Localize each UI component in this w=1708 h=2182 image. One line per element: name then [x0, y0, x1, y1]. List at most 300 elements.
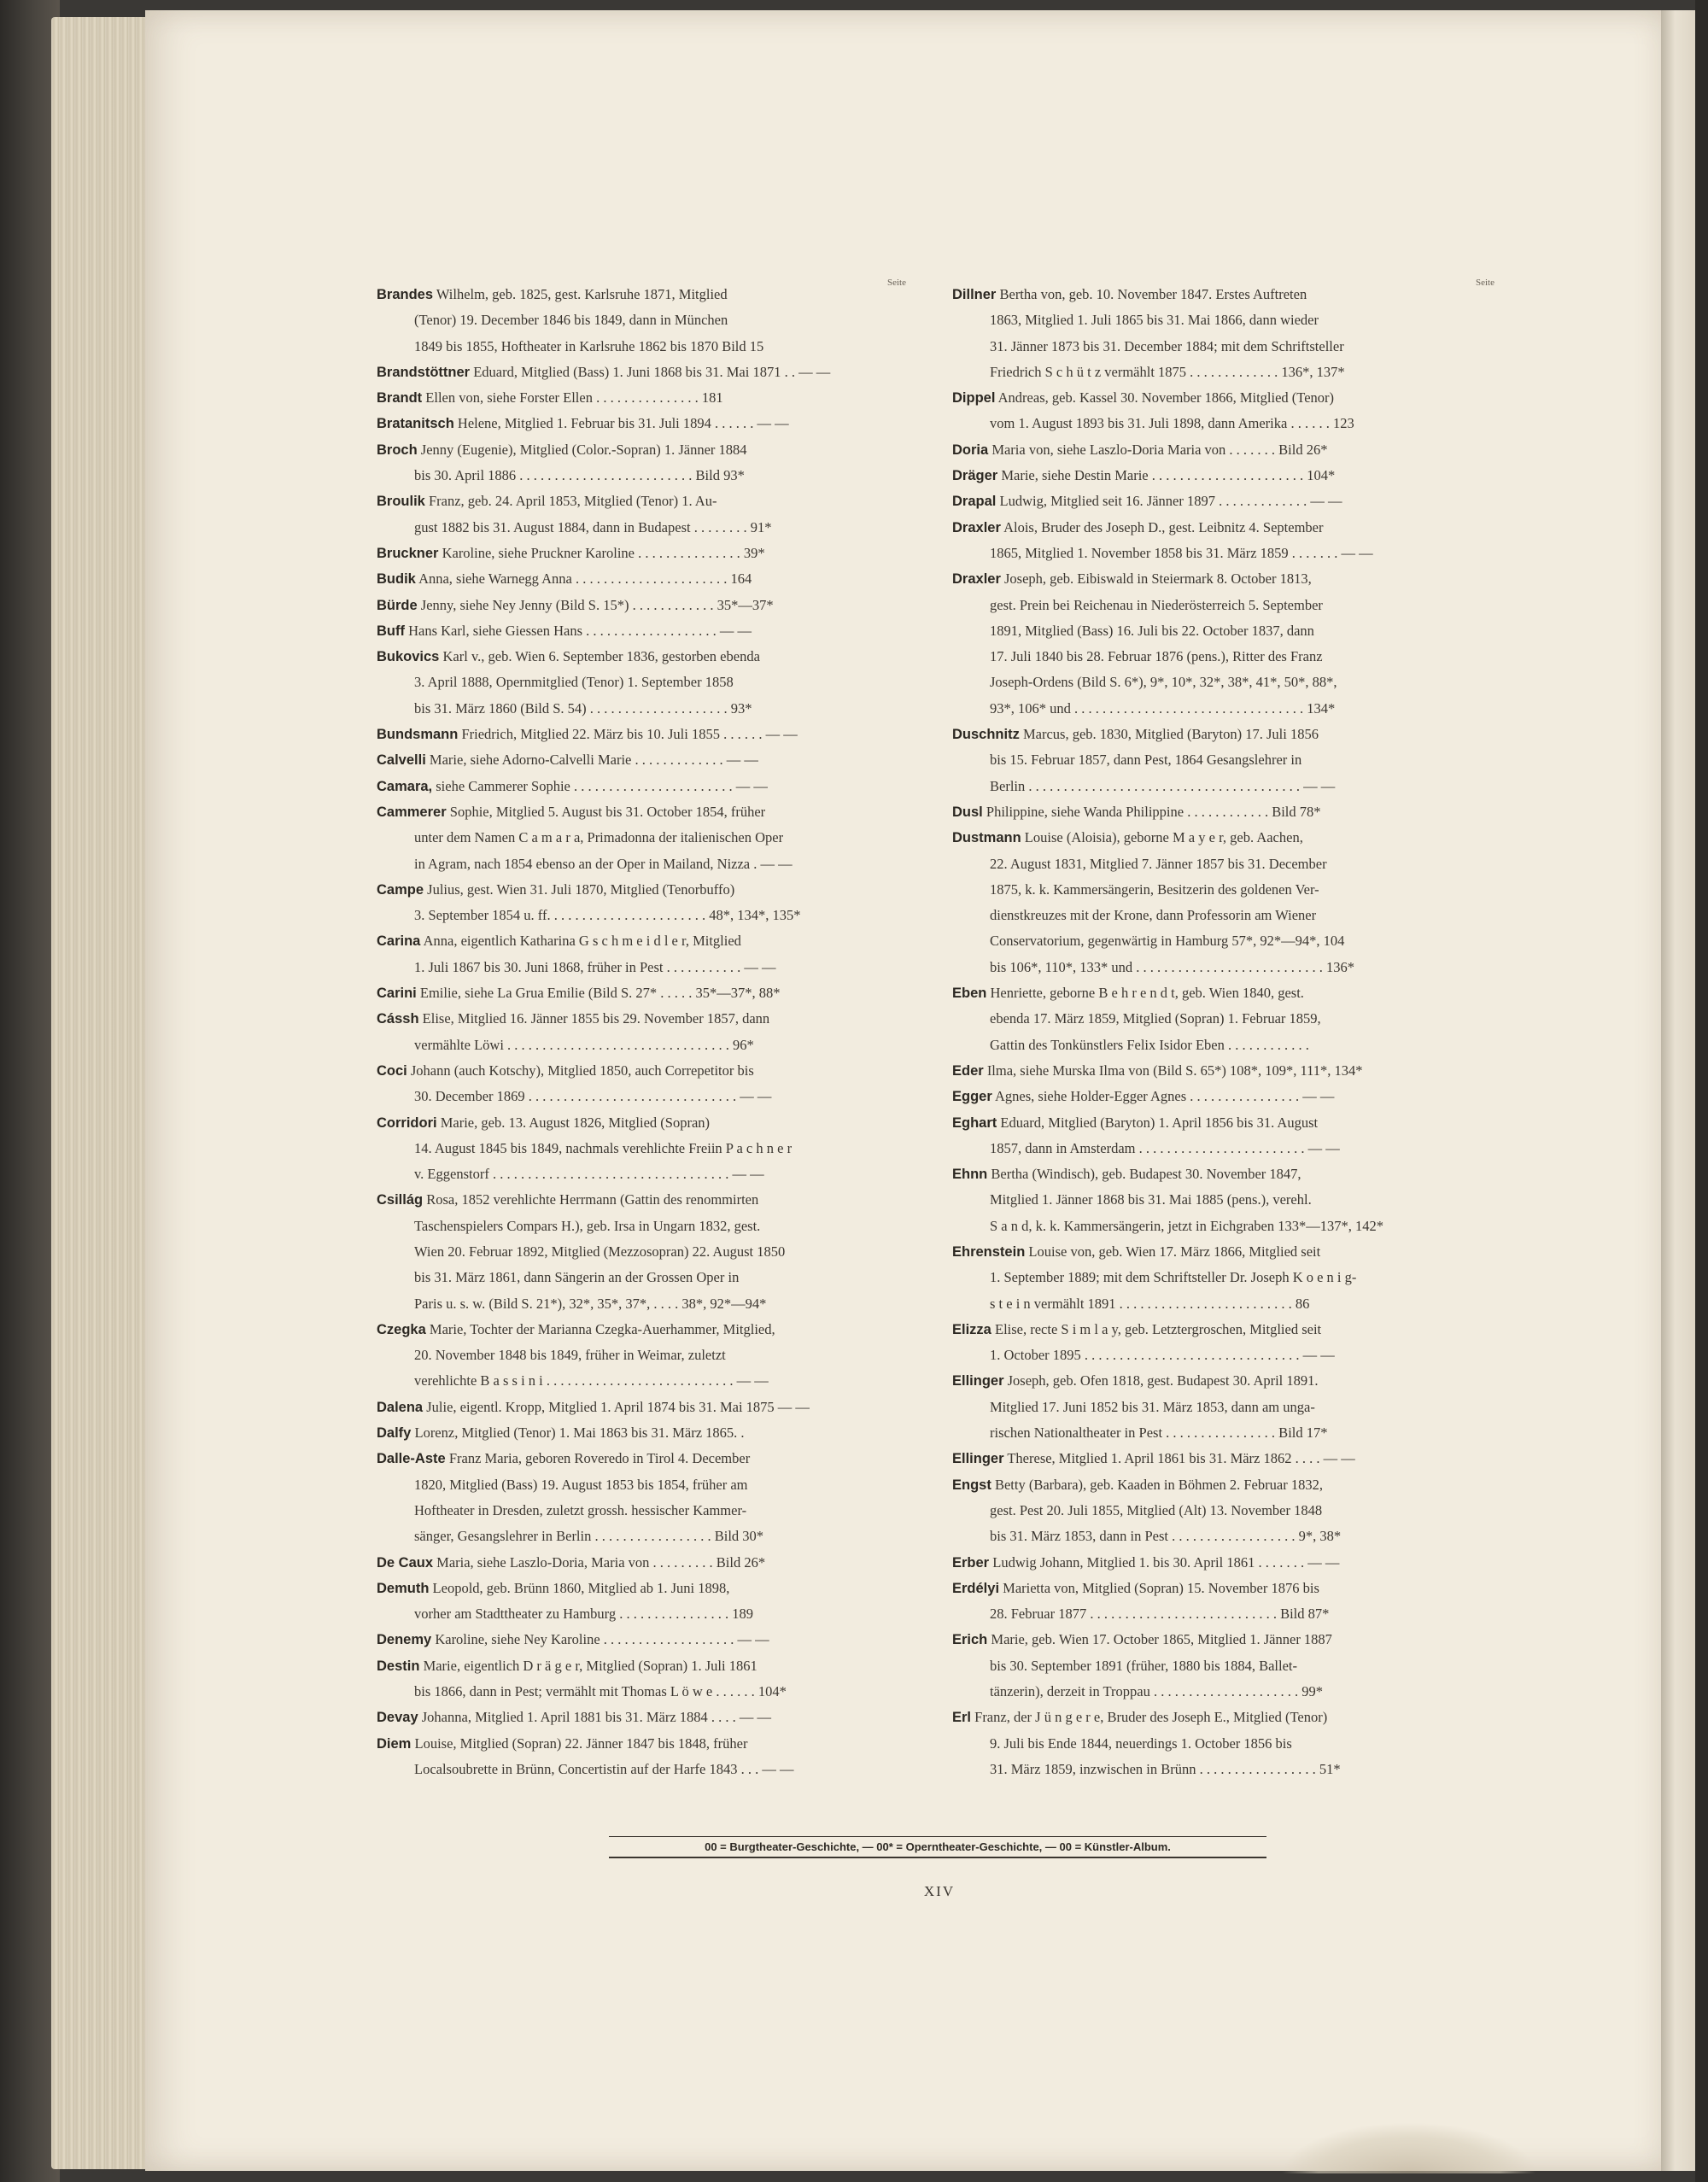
- entry-line: [952, 1498, 1494, 1524]
- entry-text: Joseph-Ordens (Bild S. 6*), 9*, 10*, 32*, 38*, 41*, 50*, 88*,: [990, 674, 1337, 691]
- entry-line: [377, 515, 906, 541]
- entry-headword: Cammerer: [377, 804, 447, 820]
- entry-headword: Egger: [952, 1089, 992, 1105]
- entry-line: [377, 1110, 906, 1136]
- entry-headword: Dalle-Aste: [377, 1451, 446, 1467]
- entry-text: Johanna, Mitglied 1. April 1881 bis 31. März 1884 . . . . — —: [421, 1709, 772, 1726]
- entry-text: Louise von, geb. Wien 17. März 1866, Mitglied seit: [1028, 1243, 1321, 1260]
- entry-line: [952, 877, 1494, 903]
- entry-text: Helene, Mitglied 1. Februar bis 31. Juli 1894 . . . . . . — —: [457, 415, 789, 432]
- index-entry: [952, 1550, 1494, 1576]
- entry-line: [952, 1317, 1494, 1343]
- entry-headword: Calvelli: [377, 752, 426, 769]
- entry-headword: De Caux: [377, 1554, 434, 1571]
- entry-line: [952, 1265, 1494, 1290]
- entry-line: [377, 463, 906, 488]
- entry-text: 3. September 1854 u. ff. . . . . . . . . . . . . . . . . . . . . . . 48*, 134*, 135*: [414, 907, 801, 924]
- page-number: XIV: [923, 1883, 956, 1899]
- index-entry: [377, 980, 906, 1006]
- entry-headword: Bürde: [377, 597, 418, 613]
- entry-line: [952, 1239, 1494, 1265]
- index-entry: [377, 799, 906, 877]
- entry-line: [377, 1317, 906, 1343]
- entry-headword: Eben: [952, 986, 987, 1002]
- entry-line: [377, 618, 906, 644]
- index-entry: [377, 1058, 906, 1110]
- entry-text: Philippine, siehe Wanda Philippine . . . . . . . . . . . . Bild 78*: [986, 803, 1321, 820]
- entry-text: Joseph, geb. Eibiswald in Steiermark 8. October 1813,: [1004, 570, 1312, 588]
- entry-line: [952, 437, 1494, 463]
- entry-line: [377, 1239, 906, 1265]
- index-entry: [377, 1576, 906, 1628]
- entry-line: [377, 1006, 906, 1032]
- entry-text: Ludwig Johann, Mitglied 1. bis 30. April 1861 . . . . . . . — —: [992, 1553, 1340, 1571]
- entry-line: [952, 825, 1494, 851]
- entry-text: sänger, Gesangslehrer in Berlin . . . . . . . . . . . . . . . . . Bild 30*: [414, 1528, 764, 1545]
- entry-line: [952, 618, 1494, 644]
- entry-text: Leopold, geb. Brünn 1860, Mitglied ab 1. Juni 1898,: [432, 1579, 730, 1596]
- entry-line: [377, 1550, 906, 1576]
- entry-headword: Camara,: [377, 778, 433, 794]
- entry-text: Bertha von, geb. 10. November 1847. Erstes Auftreten: [999, 286, 1307, 302]
- entry-line: [377, 980, 906, 1006]
- entry-text: Louise, Mitglied (Sopran) 22. Jänner 1847 bis 1848, früher: [414, 1734, 748, 1752]
- entry-text: Lorenz, Mitglied (Tenor) 1. Mai 1863 bis 31. März 1865. .: [414, 1424, 745, 1442]
- index-entry: [952, 980, 1494, 1058]
- entry-line: [952, 1550, 1494, 1576]
- entry-headword: Budik: [377, 571, 416, 588]
- index-entry: [377, 593, 906, 618]
- entry-line: [377, 799, 906, 825]
- page-stack-edge: [51, 17, 154, 2169]
- entry-headword: Dusl: [952, 804, 983, 820]
- index-entry: [377, 747, 906, 773]
- entry-line: [377, 1653, 906, 1679]
- entry-headword: Eghart: [952, 1114, 997, 1131]
- index-entry: [952, 1368, 1494, 1446]
- entry-text: bis 31. März 1861, dann Sängerin an der Grossen Oper in: [414, 1269, 740, 1286]
- entry-line: [952, 1627, 1494, 1653]
- entry-text: 1. October 1895 . . . . . . . . . . . . . . . . . . . . . . . . . . . . . . . — —: [990, 1347, 1335, 1364]
- entry-headword: Carini: [377, 986, 417, 1002]
- entry-text: Hoftheater in Dresden, zuletzt grossh. hessischer Kammer-: [414, 1501, 747, 1518]
- entry-line: [952, 903, 1494, 928]
- entry-headword: Engst: [952, 1477, 991, 1493]
- entry-text: Ellen von, siehe Forster Ellen . . . . . . . . . . . . . . . 181: [425, 389, 723, 407]
- entry-line: [952, 488, 1494, 514]
- entry-text: Jenny (Eugenie), Mitglied (Color.-Sopran) 1. Jänner 1884: [420, 441, 747, 458]
- entry-text: Joseph, geb. Ofen 1818, gest. Budapest 30. April 1891.: [1007, 1372, 1319, 1389]
- entry-headword: Erdélyi: [952, 1580, 1000, 1596]
- entry-line: [377, 955, 906, 980]
- entry-line: [952, 928, 1494, 954]
- entry-text: Marie, Tochter der Marianna Czegka-Auerhammer, Mitglied,: [429, 1320, 775, 1337]
- entry-line: [377, 1679, 906, 1705]
- entry-text: vermählte Löwi . . . . . . . . . . . . . . . . . . . . . . . . . . . . . . . . 96*: [414, 1036, 754, 1053]
- right-background: [1695, 0, 1708, 2182]
- index-entry: [377, 618, 906, 644]
- index-entry: [952, 1627, 1494, 1705]
- entry-line: [377, 411, 906, 436]
- entry-text: Hans Karl, siehe Giessen Hans . . . . . . . . . . . . . . . . . . . — —: [408, 622, 752, 639]
- entry-headword: Ehrenstein: [952, 1243, 1026, 1260]
- entry-headword: Brandt: [377, 390, 423, 407]
- entry-text: 31. März 1859, inzwischen in Brünn . . . . . . . . . . . . . . . . . 51*: [990, 1760, 1341, 1777]
- entry-headword: Draxler: [952, 571, 1001, 588]
- entry-line: [952, 1291, 1494, 1317]
- entry-headword: Csillág: [377, 1192, 424, 1208]
- entry-text: s t e i n vermählt 1891 . . . . . . . . . . . . . . . . . . . . . . . . . 86: [990, 1295, 1310, 1312]
- index-entry: [952, 825, 1494, 980]
- entry-text: 31. Jänner 1873 bis 31. December 1884; mit dem Schriftsteller: [990, 337, 1344, 354]
- entry-line: [377, 1705, 906, 1730]
- entry-line: [377, 307, 906, 333]
- entry-line: [952, 307, 1494, 333]
- index-entry: [952, 385, 1494, 437]
- entry-line: [952, 1446, 1494, 1471]
- entry-text: vom 1. August 1893 bis 31. Juli 1898, dann Amerika . . . . . . 123: [990, 415, 1354, 432]
- entry-text: Elise, recte S i m l a y, geb. Letztergroschen, Mitglied seit: [994, 1320, 1322, 1337]
- index-entry: [952, 1161, 1494, 1239]
- entry-line: [952, 1472, 1494, 1498]
- entry-headword: Coci: [377, 1062, 407, 1079]
- entry-headword: Bruckner: [377, 545, 439, 561]
- entry-text: 1875, k. k. Kammersängerin, Besitzerin des goldenen Ver-: [990, 880, 1319, 898]
- entry-line: [952, 1161, 1494, 1187]
- entry-line: [952, 1679, 1494, 1705]
- entry-text: Ilma, siehe Murska Ilma von (Bild S. 65*) 108*, 109*, 111*, 134*: [986, 1062, 1363, 1079]
- entry-text: Franz, geb. 24. April 1853, Mitglied (Tenor) 1. Au-: [428, 493, 717, 510]
- entry-text: gest. Prein bei Reichenau in Niederösterreich 5. September: [990, 596, 1323, 613]
- entry-text: Ludwig, Mitglied seit 16. Jänner 1897 . . . . . . . . . . . . . — —: [999, 493, 1342, 510]
- entry-text: ebenda 17. März 1859, Mitglied (Sopran) 1. Februar 1859,: [990, 1010, 1321, 1027]
- entry-text: Anna, siehe Warnegg Anna . . . . . . . . . . . . . . . . . . . . . . 164: [418, 570, 752, 588]
- entry-line: [952, 334, 1494, 360]
- entry-line: [952, 980, 1494, 1006]
- entry-line: [952, 1524, 1494, 1549]
- entry-headword: Dräger: [952, 468, 998, 484]
- entry-text: gust 1882 bis 31. August 1884, dann in Budapest . . . . . . . . 91*: [414, 518, 772, 535]
- entry-text: 1820, Mitglied (Bass) 19. August 1853 bis 1854, früher am: [414, 1476, 748, 1493]
- entry-headword: Erl: [952, 1710, 972, 1726]
- entry-line: [952, 1006, 1494, 1032]
- entry-line: [952, 722, 1494, 747]
- entry-text: tänzerin), derzeit in Troppau . . . . . . . . . . . . . . . . . . . . . 99*: [990, 1683, 1323, 1700]
- entry-headword: Dippel: [952, 390, 996, 407]
- index-entry: [952, 437, 1494, 463]
- entry-text: Karoline, siehe Pruckner Karoline . . . . . . . . . . . . . . . 39*: [442, 544, 765, 561]
- index-entry: [377, 644, 906, 722]
- entry-headword: Duschnitz: [952, 727, 1020, 743]
- index-entry: [377, 1395, 906, 1420]
- entry-headword: Buff: [377, 623, 405, 639]
- entry-text: Anna, eigentlich Katharina G s c h m e i d l e r, Mitglied: [423, 933, 741, 950]
- entry-headword: Ehnn: [952, 1167, 988, 1183]
- entry-headword: Campe: [377, 881, 424, 898]
- index-entry: [377, 877, 906, 929]
- entry-text: rischen Nationaltheater in Pest . . . . . . . . . . . . . . . . Bild 17*: [990, 1424, 1328, 1442]
- seite-label-right: Seite: [1476, 278, 1494, 288]
- entry-text: Sophie, Mitglied 5. August bis 31. October 1854, früher: [449, 803, 766, 820]
- entry-headword: Cássh: [377, 1011, 419, 1027]
- entry-line: [377, 334, 906, 360]
- entry-text: 20. November 1848 bis 1849, früher in Weimar, zuletzt: [414, 1347, 726, 1364]
- entry-line: [377, 1084, 906, 1109]
- entry-line: [377, 1576, 906, 1601]
- entry-headword: Erich: [952, 1632, 988, 1648]
- entry-line: [377, 1524, 906, 1549]
- entry-headword: Diem: [377, 1735, 412, 1752]
- entry-line: [952, 566, 1494, 592]
- entry-line: [377, 1343, 906, 1368]
- index-entry: [952, 722, 1494, 799]
- entry-line: [377, 1265, 906, 1290]
- index-entry: [952, 282, 1494, 385]
- entry-line: [377, 1058, 906, 1084]
- index-entry: [952, 515, 1494, 567]
- entry-headword: Ellinger: [952, 1373, 1004, 1389]
- entry-line: [377, 1627, 906, 1653]
- index-entry: [377, 1006, 906, 1058]
- entry-headword: Bukovics: [377, 649, 440, 665]
- entry-line: [377, 1472, 906, 1498]
- left-column: [377, 278, 906, 1782]
- entry-text: Rosa, 1852 verehlichte Herrmann (Gattin des renommirten: [426, 1191, 759, 1208]
- index-entry: [377, 774, 906, 799]
- entry-headword: Eder: [952, 1062, 984, 1079]
- entry-text: v. Eggenstorf . . . . . . . . . . . . . . . . . . . . . . . . . . . . . . . . . . — —: [414, 1166, 764, 1183]
- entry-text: unter dem Namen C a m a r a, Primadonna der italienischen Oper: [414, 829, 784, 846]
- entry-line: [377, 385, 906, 411]
- entry-line: [377, 825, 906, 851]
- index-entry: [377, 437, 906, 489]
- index-entry: [377, 1420, 906, 1446]
- entry-line: [377, 1446, 906, 1471]
- entry-text: Jenny, siehe Ney Jenny (Bild S. 15*) . . . . . . . . . . . . 35*—37*: [420, 596, 774, 613]
- entry-headword: Broulik: [377, 494, 425, 510]
- entry-text: Andreas, geb. Kassel 30. November 1866, Mitglied (Tenor): [997, 389, 1335, 407]
- index-entry: [952, 1576, 1494, 1628]
- entry-text: Bertha (Windisch), geb. Budapest 30. November 1847,: [991, 1166, 1301, 1183]
- entry-line: [952, 1601, 1494, 1627]
- entry-line: [952, 1395, 1494, 1420]
- entry-headword: Dalena: [377, 1399, 424, 1415]
- entry-text: Elise, Mitglied 16. Jänner 1855 bis 29. November 1857, dann: [422, 1010, 770, 1027]
- index-entry: [952, 1705, 1494, 1782]
- index-entry: [952, 463, 1494, 488]
- entry-text: 22. August 1831, Mitglied 7. Jänner 1857 bis 31. December: [990, 855, 1327, 872]
- index-entry: [377, 1653, 906, 1705]
- entry-headword: Brandes: [377, 287, 434, 302]
- entry-text: siehe Cammerer Sophie . . . . . . . . . . . . . . . . . . . . . . . — —: [436, 777, 768, 794]
- entry-text: 1. Juli 1867 bis 30. Juni 1868, früher in Pest . . . . . . . . . . . — —: [414, 958, 776, 975]
- entry-text: bis 30. September 1891 (früher, 1880 bis 1884, Ballet-: [990, 1657, 1297, 1674]
- entry-headword: Demuth: [377, 1580, 430, 1596]
- entry-text: Johann (auch Kotschy), Mitglied 1850, auch Correpetitor bis: [410, 1062, 754, 1079]
- index-entry: [377, 1550, 906, 1576]
- index-entry: [377, 928, 906, 980]
- entry-headword: Draxler: [952, 519, 1001, 535]
- entry-line: [377, 1420, 906, 1446]
- entry-line: [952, 696, 1494, 722]
- entry-line: [377, 928, 906, 954]
- entry-line: [377, 1368, 906, 1394]
- entry-text: 1849 bis 1855, Hoftheater in Karlsruhe 1862 bis 1870 Bild 15: [414, 337, 764, 354]
- entry-line: [952, 1653, 1494, 1679]
- entry-text: Friedrich S c h ü t z vermählt 1875 . . . . . . . . . . . . . 136*, 137*: [990, 363, 1345, 380]
- entry-line: [952, 1033, 1494, 1058]
- entry-headword: Denemy: [377, 1632, 432, 1648]
- entry-line: [377, 1136, 906, 1161]
- entry-text: Eduard, Mitglied (Baryton) 1. April 1856 bis 31. August: [1000, 1114, 1319, 1131]
- entry-text: Marcus, geb. 1830, Mitglied (Baryton) 17. Juli 1856: [1022, 726, 1319, 743]
- entry-line: [377, 747, 906, 773]
- entry-text: Maria, siehe Laszlo-Doria, Maria von . . . . . . . . . Bild 26*: [436, 1553, 766, 1571]
- entry-line: [377, 437, 906, 463]
- entry-text: Taschenspielers Compars H.), geb. Irsa in Ungarn 1832, gest.: [414, 1217, 761, 1234]
- index-entry: [377, 1110, 906, 1188]
- entry-line: [952, 1705, 1494, 1730]
- index-entry: [952, 1317, 1494, 1369]
- entry-text: Marie, eigentlich D r ä g e r, Mitglied (Sopran) 1. Juli 1861: [423, 1657, 757, 1674]
- entry-line: [952, 1187, 1494, 1213]
- entry-line: [377, 670, 906, 695]
- entry-text: bis 106*, 110*, 133* und . . . . . . . . . . . . . . . . . . . . . . . . . . . 136*: [990, 958, 1355, 975]
- entry-line: [952, 851, 1494, 877]
- entry-text: in Agram, nach 1854 ebenso an der Oper in Mailand, Nizza . — —: [414, 855, 793, 872]
- entry-text: Karl v., geb. Wien 6. September 1836, gestorben ebenda: [442, 648, 760, 665]
- entry-line: [377, 1187, 906, 1213]
- entry-line: [952, 541, 1494, 566]
- entry-text: Marietta von, Mitglied (Sopran) 15. November 1876 bis: [1003, 1579, 1319, 1596]
- entry-text: 1863, Mitglied 1. Juli 1865 bis 31. Mai 1866, dann wieder: [990, 312, 1319, 329]
- entry-line: [952, 463, 1494, 488]
- entry-line: [377, 1291, 906, 1317]
- index-entry: [377, 360, 906, 385]
- entry-text: 1. September 1889; mit dem Schriftsteller Dr. Joseph K o e n i g-: [990, 1269, 1357, 1286]
- index-entry: [377, 566, 906, 592]
- entry-line: [952, 411, 1494, 436]
- entry-line: [377, 541, 906, 566]
- entry-text: Berlin . . . . . . . . . . . . . . . . . . . . . . . . . . . . . . . . . . . . . . . — —: [990, 777, 1336, 794]
- entry-line: [952, 670, 1494, 695]
- entry-line: [377, 903, 906, 928]
- entry-headword: Devay: [377, 1710, 418, 1726]
- entry-text: Conservatorium, gegenwärtig in Hamburg 57*, 92*—94*, 104: [990, 933, 1345, 950]
- entry-text: bis 30. April 1886 . . . . . . . . . . . . . . . . . . . . . . . . . Bild 93*: [414, 467, 745, 484]
- entry-line: [952, 1731, 1494, 1757]
- entry-headword: Bratanitsch: [377, 416, 454, 432]
- entry-line: [952, 385, 1494, 411]
- entry-line: [952, 1368, 1494, 1394]
- entry-text: Eduard, Mitglied (Bass) 1. Juni 1868 bis 31. Mai 1871 . . — —: [473, 363, 831, 380]
- entry-text: Gattin des Tonkünstlers Felix Isidor Eben . . . . . . . . . . . .: [990, 1036, 1309, 1053]
- entry-line: [377, 696, 906, 722]
- entry-line: [952, 282, 1494, 307]
- entry-line: [377, 1757, 906, 1782]
- entry-line: [377, 1033, 906, 1058]
- entry-text: 1865, Mitglied 1. November 1858 bis 31. März 1859 . . . . . . . — —: [990, 544, 1373, 561]
- entry-line: [377, 566, 906, 592]
- entry-text: Julie, eigentl. Kropp, Mitglied 1. April 1874 bis 31. Mai 1875 — —: [426, 1398, 810, 1415]
- entry-line: [952, 1420, 1494, 1446]
- entry-line: [377, 774, 906, 799]
- entry-headword: Brandstöttner: [377, 364, 471, 380]
- entry-headword: Doria: [952, 442, 989, 458]
- entry-headword: Erber: [952, 1554, 990, 1571]
- entry-text: Emilie, siehe La Grua Emilie (Bild S. 27* . . . . . 35*—37*, 88*: [419, 985, 781, 1002]
- entry-line: [377, 644, 906, 670]
- entry-line: [952, 515, 1494, 541]
- entry-text: 9. Juli bis Ende 1844, neuerdings 1. October 1856 bis: [990, 1734, 1292, 1752]
- entry-line: [377, 722, 906, 747]
- entry-text: Marie, siehe Destin Marie . . . . . . . . . . . . . . . . . . . . . . 104*: [1001, 467, 1336, 484]
- entry-line: [952, 1084, 1494, 1109]
- entry-text: dienstkreuzes mit der Krone, dann Professorin am Wiener: [990, 907, 1317, 924]
- entry-text: 1857, dann in Amsterdam . . . . . . . . . . . . . . . . . . . . . . . . — —: [990, 1139, 1340, 1156]
- index-entry: [377, 1705, 906, 1730]
- entry-text: S a n d, k. k. Kammersängerin, jetzt in Eichgraben 133*—137*, 142*: [990, 1217, 1383, 1234]
- entry-text: bis 1866, dann in Pest; vermählt mit Thomas L ö w e . . . . . . 104*: [414, 1683, 787, 1700]
- entry-line: [377, 360, 906, 385]
- index-entry: [952, 1446, 1494, 1471]
- index-entry: [377, 1731, 906, 1783]
- index-entry: [952, 566, 1494, 722]
- entry-text: Franz, der J ü n g e r e, Bruder des Joseph E., Mitglied (Tenor): [974, 1709, 1328, 1726]
- index-entry: [377, 722, 906, 747]
- entry-text: 1891, Mitglied (Bass) 16. Juli bis 22. October 1837, dann: [990, 622, 1314, 639]
- entry-line: [377, 1601, 906, 1627]
- index-entry: [377, 282, 906, 360]
- entry-line: [377, 282, 906, 307]
- entry-line: [952, 1757, 1494, 1782]
- entry-text: Betty (Barbara), geb. Kaaden in Böhmen 2. Februar 1832,: [994, 1476, 1323, 1493]
- entry-headword: Ellinger: [952, 1451, 1004, 1467]
- entry-text: Marie, siehe Adorno-Calvelli Marie . . . . . . . . . . . . . — —: [429, 752, 758, 769]
- entry-text: bis 31. März 1853, dann in Pest . . . . . . . . . . . . . . . . . . 9*, 38*: [990, 1528, 1342, 1545]
- entry-text: 3. April 1888, Opernmitglied (Tenor) 1. September 1858: [414, 674, 734, 691]
- entry-headword: Broch: [377, 442, 418, 458]
- entry-text: (Tenor) 19. December 1846 bis 1849, dann in München: [414, 312, 728, 329]
- entry-text: Mitglied 17. Juni 1852 bis 31. März 1853, dann am unga-: [990, 1398, 1315, 1415]
- entry-text: Wien 20. Februar 1892, Mitglied (Mezzosopran) 22. August 1850: [414, 1243, 786, 1260]
- entry-headword: Bundsmann: [377, 727, 459, 743]
- index-entry: [952, 799, 1494, 825]
- entry-text: bis 31. März 1860 (Bild S. 54) . . . . . . . . . . . . . . . . . . . . 93*: [414, 699, 752, 717]
- entry-line: [952, 1110, 1494, 1136]
- entry-text: Localsoubrette in Brünn, Concertistin auf der Harfe 1843 . . . — —: [414, 1760, 794, 1777]
- entry-text: 93*, 106* und . . . . . . . . . . . . . . . . . . . . . . . . . . . . . . . . . 134*: [990, 699, 1336, 717]
- entry-line: [952, 1058, 1494, 1084]
- entry-text: 14. August 1845 bis 1849, nachmals verehlichte Freiin P a c h n e r: [414, 1139, 793, 1156]
- entry-line: [952, 747, 1494, 773]
- entry-text: Marie, geb. Wien 17. October 1865, Mitglied 1. Jänner 1887: [991, 1631, 1332, 1648]
- seite-label-left: Seite: [887, 278, 906, 288]
- index-entry: [377, 411, 906, 436]
- entry-text: Maria von, siehe Laszlo-Doria Maria von . . . . . . . Bild 26*: [991, 441, 1328, 458]
- entry-text: bis 15. Februar 1857, dann Pest, 1864 Gesangslehrer in: [990, 752, 1302, 769]
- entry-text: Julius, gest. Wien 31. Juli 1870, Mitglied (Tenorbuffo): [427, 880, 735, 898]
- index-entry: [952, 1110, 1494, 1162]
- entry-text: Franz Maria, geboren Roveredo in Tirol 4. December: [448, 1450, 751, 1467]
- entry-text: 28. Februar 1877 . . . . . . . . . . . . . . . . . . . . . . . . . . . Bild 87*: [990, 1606, 1330, 1623]
- entry-line: [952, 1576, 1494, 1601]
- index-entry: [377, 1187, 906, 1316]
- entry-text: 30. December 1869 . . . . . . . . . . . . . . . . . . . . . . . . . . . . . . — —: [414, 1088, 772, 1105]
- index-entry: [377, 1627, 906, 1653]
- entry-text: 17. Juli 1840 bis 28. Februar 1876 (pens.), Ritter des Franz: [990, 648, 1323, 665]
- index-entry: [377, 1317, 906, 1395]
